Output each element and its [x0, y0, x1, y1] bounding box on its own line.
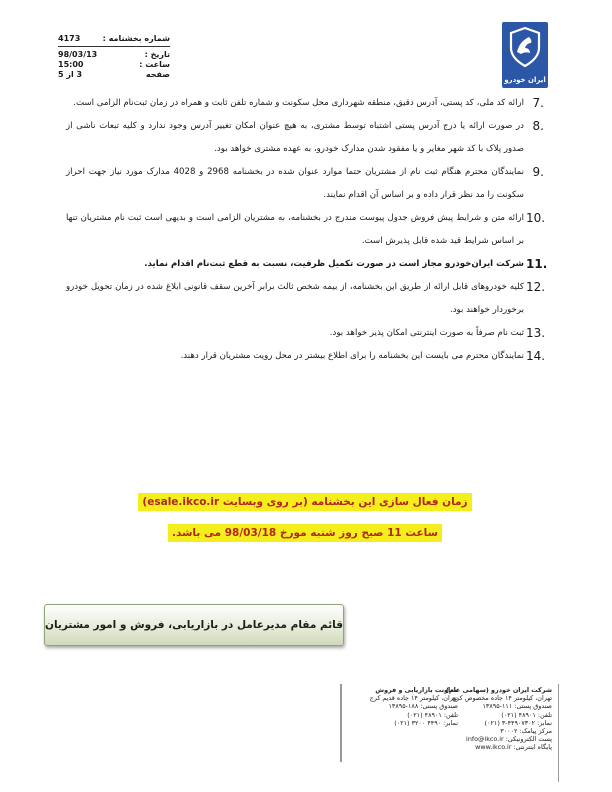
item-number: 8.: [532, 119, 544, 133]
item-number: 12.: [526, 280, 546, 294]
notice-line-2: ساعت 11 صبح روز شنبه مورخ 98/03/18 می باشد.: [168, 524, 442, 542]
footer-web-row: [436, 743, 552, 751]
footer-web-label: پایگاه اینترنتی:: [513, 743, 552, 752]
footer-email[interactable]: info@ikco.ir: [466, 735, 504, 744]
signatory-title: قائم مقام مدیرعامل در بازاریابی، فروش و امور مشتریان: [45, 619, 343, 631]
notice-line-1: زمان فعال سازی این بخشنامه (بر روی وبسایت esale.ikco.ir): [138, 493, 471, 511]
item-text: ارائه متن و شرایط پیش فروش جدول پیوست مندرج در بخشنامه، به مشتریان الزامی است و بدیهی است ثبت نام مشتریان تنها بر اساس شرایط قید شده قابل پذیرش است.: [66, 213, 524, 246]
time-row: [58, 60, 170, 70]
item-text: ارائه کد ملی، کد پستی، آدرس دقیق، منطقه شهرداری محل سکونت و شماره تلفن ثابت و همراه در زمان ثبت‌نام الزامی است.: [73, 98, 524, 108]
item-number: 13.: [526, 326, 546, 340]
item-number: 11.: [526, 257, 548, 271]
item-11: [66, 253, 548, 276]
item-text: کلیه خودروهای قابل ارائه از طریق این بخشنامه، از بیمه شخص ثالث برابر آخرین سقف قانونی ابلاغ شده در زمان تحویل خودرو برخوردار خواهند بود.: [66, 282, 524, 315]
footer-website[interactable]: www.ikco.ir: [475, 743, 512, 752]
signature-box: [44, 604, 344, 646]
meta-divider: [58, 46, 170, 47]
logo-wordmark: ایران خودرو: [504, 76, 546, 84]
activation-notice: [100, 490, 510, 542]
footer-company-title: شرکت ایران خودرو (سهامی عام): [445, 686, 552, 694]
time-label: ساعت :: [139, 60, 170, 69]
footer-marketing-fax: نمابر: ۴۴۹۰ ۳۲۰۰ (۰۲۱): [394, 718, 458, 727]
item-number: 14.: [526, 349, 546, 363]
footer-marketing-phone: تلفن: ۴۸۹۰۱ (۰۲۱): [407, 710, 458, 719]
item-9: [66, 161, 544, 207]
footer-company-street: تهران، کیلومتر ۱۴ جاده مخصوص کرج: [452, 694, 552, 703]
item-text: نمایندگان محترم هنگام ثبت نام از مشتریان حتما موارد عنوان شده در بخشنامه 2968 و 4028 مدارک مورد نیاز جهت احراز سکونت را مد نظر قرار داده و بر اساس آن اقدام نمایند.: [66, 167, 525, 200]
page-row: [58, 70, 170, 80]
item-text: ثبت نام صرفاً به صورت اینترنتی امکان پذیر خواهد بود.: [329, 328, 524, 338]
item-7: [66, 92, 544, 115]
item-10: [66, 207, 544, 253]
footer-sms-center: مرکز پیامک: ۳۰۰۰۲: [500, 727, 552, 736]
page-label: صفحه: [145, 70, 170, 79]
item-text: شرکت ایران‌خودرو مجاز است در صورت تکمیل ظرفیت، نسبت به قطع ثبت‌نام اقدام نماید.: [144, 259, 524, 269]
footer-company-fax: نمابر: ۴۴۹۰۷۳۰۲-۳ (۰۲۱): [484, 718, 552, 727]
letter-number-label: شماره بخشنامه :: [102, 34, 170, 43]
item-8: [66, 115, 544, 161]
item-number: 7.: [532, 96, 544, 110]
footer-company-postal: صندوق پستی: ۱۱۱-۱۳۸۹۵: [482, 702, 552, 711]
footer-marketing-address: [318, 686, 458, 727]
footer-company-phone: تلفن: ۴۸۹۰۱ (۰۲۱): [501, 710, 552, 719]
item-14: [66, 345, 544, 368]
footer-marketing-street: تهران، کیلومتر ۱۴ جاده قدیم کرج: [369, 694, 458, 703]
item-number: 10.: [526, 211, 546, 225]
footer-divider-right: [558, 684, 559, 782]
date-label: تاریخ :: [144, 50, 170, 59]
letter-meta: [58, 34, 170, 80]
time-value: 15:00: [58, 60, 84, 69]
footer-marketing-postal: صندوق پستی: ۱۸۸-۱۳۸۹۵: [388, 702, 458, 711]
footer-marketing-title: معاونت بازاریابی و فروش: [375, 686, 458, 694]
date-value: 98/03/13: [58, 50, 98, 59]
circular-items: [66, 92, 548, 368]
item-number: 9.: [532, 165, 544, 179]
item-text: در صورت ارائه یا درج آدرس پستی اشتباه توسط مشتری، به هیچ عنوان امکان تغییر آدرس وجود ندارد و کلیه تبعات ناشی از صدور پلاک با کد شهر مغایر و یا مفقود شدن مدارک خودرو، به عهده مشتری خواهد بود.: [66, 121, 524, 154]
horse-emblem-icon: [502, 22, 548, 72]
letter-number-row: [58, 34, 170, 44]
item-13: [66, 322, 544, 345]
footer-email-label: پست الکترونیکی:: [505, 735, 552, 744]
letter-number: 4173: [58, 34, 81, 43]
footer-email-row: [436, 735, 552, 743]
date-row: [58, 50, 170, 60]
item-12: [66, 276, 544, 322]
item-text: نمایندگان محترم می بایست این بخشنامه را برای اطلاع بیشتر در محل رویت مشتریان قرار دهند.: [180, 351, 524, 361]
company-logo: [502, 22, 548, 88]
page-info: 3 از 5: [58, 70, 83, 79]
